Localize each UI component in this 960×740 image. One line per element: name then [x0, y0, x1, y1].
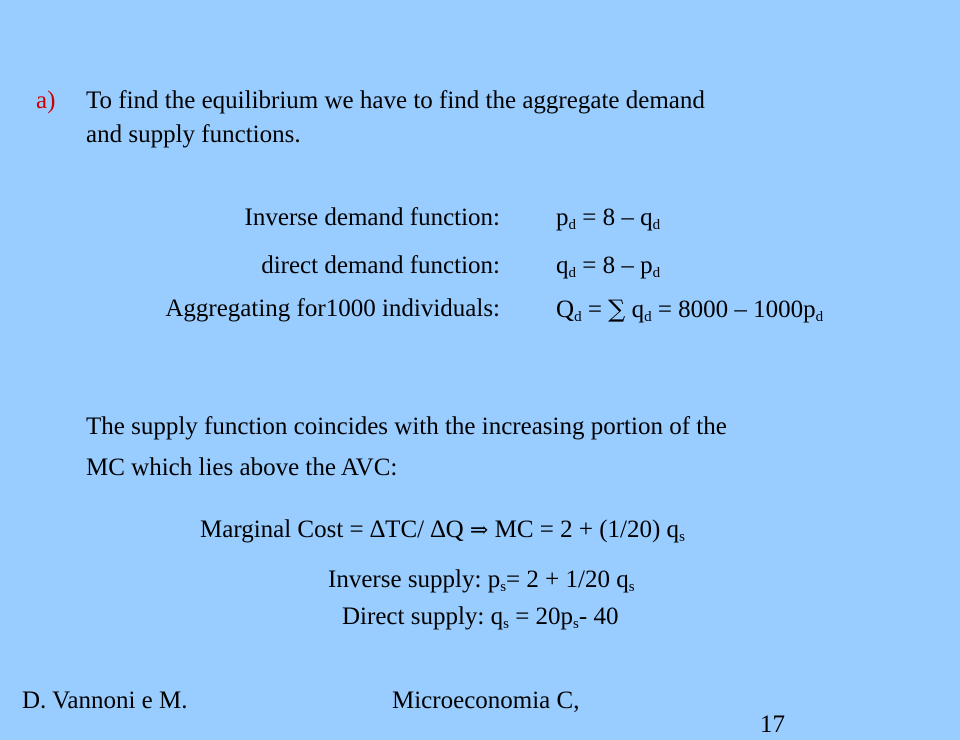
eq-subscript: d [574, 309, 582, 325]
mc-formula: MC = 2 + (1/20) q [488, 516, 680, 543]
eq-rhs: = 2 + 1/20 q [506, 566, 629, 593]
direct-demand-label: direct demand function: [261, 252, 500, 279]
footer-course: Microeconomia C, [392, 687, 580, 714]
eq-subscript: d [652, 265, 661, 281]
supply-text-line2: MC which lies above the AVC: [86, 454, 398, 481]
eq-rhs: = 8 – p [576, 252, 653, 279]
eq-subscript: s [679, 529, 685, 545]
eq-subscript: s [503, 616, 509, 632]
eq-var: q [556, 252, 569, 279]
eq-subscript: d [815, 309, 824, 325]
item-a-line1: To find the equilibrium we have to find the aggregate demand [86, 87, 705, 114]
marginal-cost-equation [200, 515, 685, 546]
eq-subscript: d [568, 217, 576, 233]
eq-subscript: d [652, 217, 661, 233]
supply-text-line1: The supply function coincides with the increasing portion of the [86, 413, 727, 440]
eq-equals: = [581, 296, 609, 323]
inverse-demand-equation [556, 203, 660, 233]
inverse-demand-label: Inverse demand function: [244, 204, 500, 231]
eq-var: p [556, 204, 569, 231]
eq-var: Q [556, 296, 575, 323]
eq-rhs: = 8000 – 1000p [651, 296, 816, 323]
eq-subscript: s [573, 616, 579, 632]
eq-rhs: = 20p [508, 603, 574, 630]
eq-label: Direct supply: q [342, 603, 504, 630]
eq-rhs: = 8 – q [576, 204, 653, 231]
aggregate-demand-label: Aggregating for1000 individuals: [165, 295, 500, 322]
direct-demand-equation [556, 251, 660, 281]
footer-author: D. Vannoni e M. [22, 687, 188, 714]
eq-subscript: d [568, 265, 576, 281]
sigma-symbol: ∑ [608, 295, 626, 323]
footer-page-number: 17 [760, 711, 785, 738]
eq-subscript: s [500, 579, 507, 595]
list-marker-a: a) [36, 87, 56, 114]
eq-subscript: d [644, 309, 652, 325]
eq-constant: - 40 [578, 603, 619, 630]
aggregate-demand-equation [556, 294, 823, 325]
mc-definition: Marginal Cost = ∆TC/ ∆Q [200, 516, 470, 543]
item-a-line2: and supply functions. [86, 121, 301, 148]
eq-subscript: s [628, 579, 635, 595]
eq-label: Inverse supply: p [328, 566, 501, 593]
direct-supply-equation [342, 602, 618, 632]
inverse-supply-equation [328, 565, 635, 595]
implies-arrow-icon: ⇒ [469, 518, 489, 543]
eq-term: q [625, 296, 645, 323]
